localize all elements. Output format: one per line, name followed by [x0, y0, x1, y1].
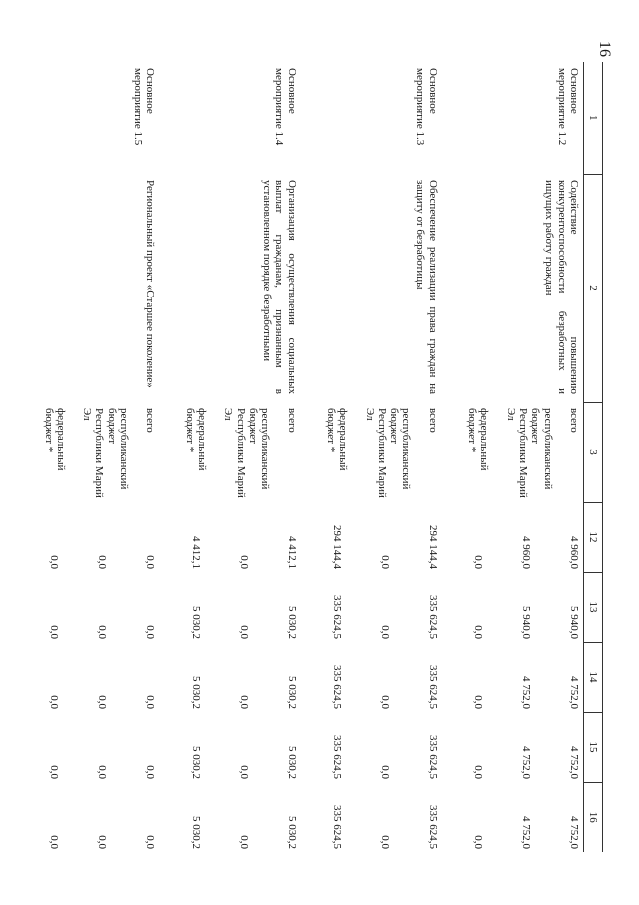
- funding-source-label: республиканский бюджет Республики Марий Эл: [504, 408, 554, 498]
- year-values: [18, 502, 159, 572]
- year-values: [159, 572, 300, 642]
- amount-cell: 0,0: [96, 835, 109, 849]
- funding-source-label: федеральный бюджет *: [42, 408, 67, 471]
- funding-sources: [159, 402, 300, 502]
- amount-cell: 5 030,2: [189, 816, 202, 849]
- year-values: [18, 782, 159, 852]
- amount-cell: 0,0: [144, 695, 157, 709]
- page-number: 16: [596, 41, 613, 57]
- table-row: [442, 62, 584, 852]
- amount-cell: 5 030,2: [189, 746, 202, 779]
- measure-name: Основное мероприятие 1.2: [555, 68, 580, 146]
- measure-description: Содействие повышению конкурентоспособности безработных и ищущих работу граждан: [543, 180, 580, 394]
- amount-cell: 4 752,0: [568, 676, 580, 709]
- header-row: [584, 62, 603, 852]
- funding-sources: [301, 402, 442, 502]
- amount-cell: 5 940,0: [520, 606, 532, 639]
- amount-cell: 335 624,5: [426, 595, 439, 639]
- amount-cell: 0,0: [144, 625, 157, 639]
- col-header: 12: [584, 502, 603, 572]
- amount-cell: 0,0: [48, 625, 61, 639]
- amount-cell: 4 752,0: [568, 816, 580, 849]
- amount-cell: 0,0: [144, 555, 157, 569]
- col-header: 15: [584, 712, 603, 782]
- amount-cell: 0,0: [48, 835, 61, 849]
- amount-cell: 0,0: [237, 835, 250, 849]
- amount-cell: 4 752,0: [520, 676, 532, 709]
- year-values: [159, 782, 300, 852]
- amount-cell: 0,0: [237, 555, 250, 569]
- amount-cell: 0,0: [96, 695, 109, 709]
- measure-description: Обеспечение реализации права граждан на защиту от безработицы: [414, 180, 439, 394]
- amount-cell: 4 412,1: [189, 536, 202, 569]
- amount-cell: 0,0: [96, 625, 109, 639]
- col-header: 1: [584, 62, 603, 174]
- amount-cell: 0,0: [378, 555, 391, 569]
- amount-cell: 0,0: [144, 765, 157, 779]
- amount-cell: 0,0: [96, 555, 109, 569]
- amount-cell: 5 030,2: [285, 606, 298, 639]
- year-values: [442, 572, 584, 642]
- funding-table: [18, 62, 603, 852]
- amount-cell: 0,0: [472, 835, 484, 849]
- amount-cell: 335 624,5: [426, 665, 439, 709]
- amount-cell: 4 960,0: [568, 536, 580, 569]
- amount-cell: 0,0: [472, 695, 484, 709]
- year-values: [442, 712, 584, 782]
- funding-source-label: республиканский бюджет Республики Марий Эл: [222, 408, 272, 498]
- page-number-area: [0, 40, 639, 60]
- year-values: [301, 712, 442, 782]
- amount-cell: 5 940,0: [568, 606, 580, 639]
- funding-source-label: всего: [568, 408, 580, 433]
- year-values: [159, 502, 300, 572]
- amount-cell: 0,0: [144, 835, 157, 849]
- table-row: [18, 62, 159, 852]
- measure-name: Основное мероприятие 1.3: [414, 68, 439, 146]
- year-values: [18, 712, 159, 782]
- amount-cell: 0,0: [48, 555, 61, 569]
- amount-cell: 4 752,0: [568, 746, 580, 779]
- funding-source-label: федеральный бюджет *: [324, 408, 350, 471]
- amount-cell: 0,0: [48, 695, 61, 709]
- table-row: [159, 62, 300, 852]
- table-row: [301, 62, 442, 852]
- col-header: 14: [584, 642, 603, 712]
- year-values: [442, 782, 584, 852]
- amount-cell: 4 752,0: [520, 816, 532, 849]
- year-values: [18, 642, 159, 712]
- amount-cell: 0,0: [472, 765, 484, 779]
- amount-cell: 0,0: [96, 765, 109, 779]
- measure-name: Основное мероприятие 1.5: [132, 68, 157, 146]
- rotated-table-sheet: [42, 62, 603, 852]
- funding-source-label: всего: [144, 408, 157, 433]
- year-values: [442, 642, 584, 712]
- amount-cell: 335 624,5: [426, 805, 439, 849]
- year-values: [301, 502, 442, 572]
- measure-description: Организация осуществления социальных выплат гражданам, признанным в установленном порядке безработными: [261, 180, 298, 394]
- amount-cell: 335 624,5: [330, 805, 343, 849]
- col-header: 16: [584, 782, 603, 852]
- table-body: [18, 62, 583, 852]
- funding-sources: [442, 402, 584, 502]
- amount-cell: 0,0: [378, 625, 391, 639]
- amount-cell: 5 030,2: [189, 676, 202, 709]
- col-header: 3: [584, 402, 603, 502]
- amount-cell: 0,0: [378, 835, 391, 849]
- amount-cell: 5 030,2: [285, 676, 298, 709]
- amount-cell: 5 030,2: [189, 606, 202, 639]
- year-values: [301, 642, 442, 712]
- amount-cell: 0,0: [378, 765, 391, 779]
- amount-cell: 335 624,5: [330, 595, 343, 639]
- amount-cell: 0,0: [237, 695, 250, 709]
- amount-cell: 0,0: [237, 765, 250, 779]
- amount-cell: 335 624,5: [330, 735, 343, 779]
- year-values: [159, 712, 300, 782]
- funding-source-label: федеральный бюджет *: [183, 408, 209, 471]
- amount-cell: 5 030,2: [285, 746, 298, 779]
- year-values: [301, 572, 442, 642]
- funding-source-label: республиканский бюджет Республики Марий Эл: [81, 408, 131, 498]
- amount-cell: 0,0: [472, 555, 484, 569]
- year-values: [442, 502, 584, 572]
- col-header: 2: [584, 174, 603, 402]
- amount-cell: 4 412,1: [285, 536, 298, 569]
- amount-cell: 0,0: [472, 625, 484, 639]
- funding-source-label: республиканский бюджет Республики Марий Эл: [363, 408, 413, 498]
- year-values: [18, 572, 159, 642]
- funding-sources: [18, 402, 159, 502]
- amount-cell: 0,0: [237, 625, 250, 639]
- amount-cell: 294 144,4: [426, 525, 439, 569]
- funding-source-label: федеральный бюджет *: [466, 408, 491, 471]
- amount-cell: 335 624,5: [330, 665, 343, 709]
- year-values: [301, 782, 442, 852]
- measure-description: Региональный проект «Старшее поколение»: [144, 180, 157, 388]
- amount-cell: 294 144,4: [330, 525, 343, 569]
- year-values: [159, 642, 300, 712]
- amount-cell: 4 960,0: [520, 536, 532, 569]
- amount-cell: 335 624,5: [426, 735, 439, 779]
- amount-cell: 5 030,2: [285, 816, 298, 849]
- funding-source-label: всего: [285, 408, 298, 433]
- measure-name: Основное мероприятие 1.4: [273, 68, 298, 146]
- amount-cell: 4 752,0: [520, 746, 532, 779]
- amount-cell: 0,0: [378, 695, 391, 709]
- amount-cell: 0,0: [48, 765, 61, 779]
- funding-source-label: всего: [426, 408, 439, 433]
- col-header: 13: [584, 572, 603, 642]
